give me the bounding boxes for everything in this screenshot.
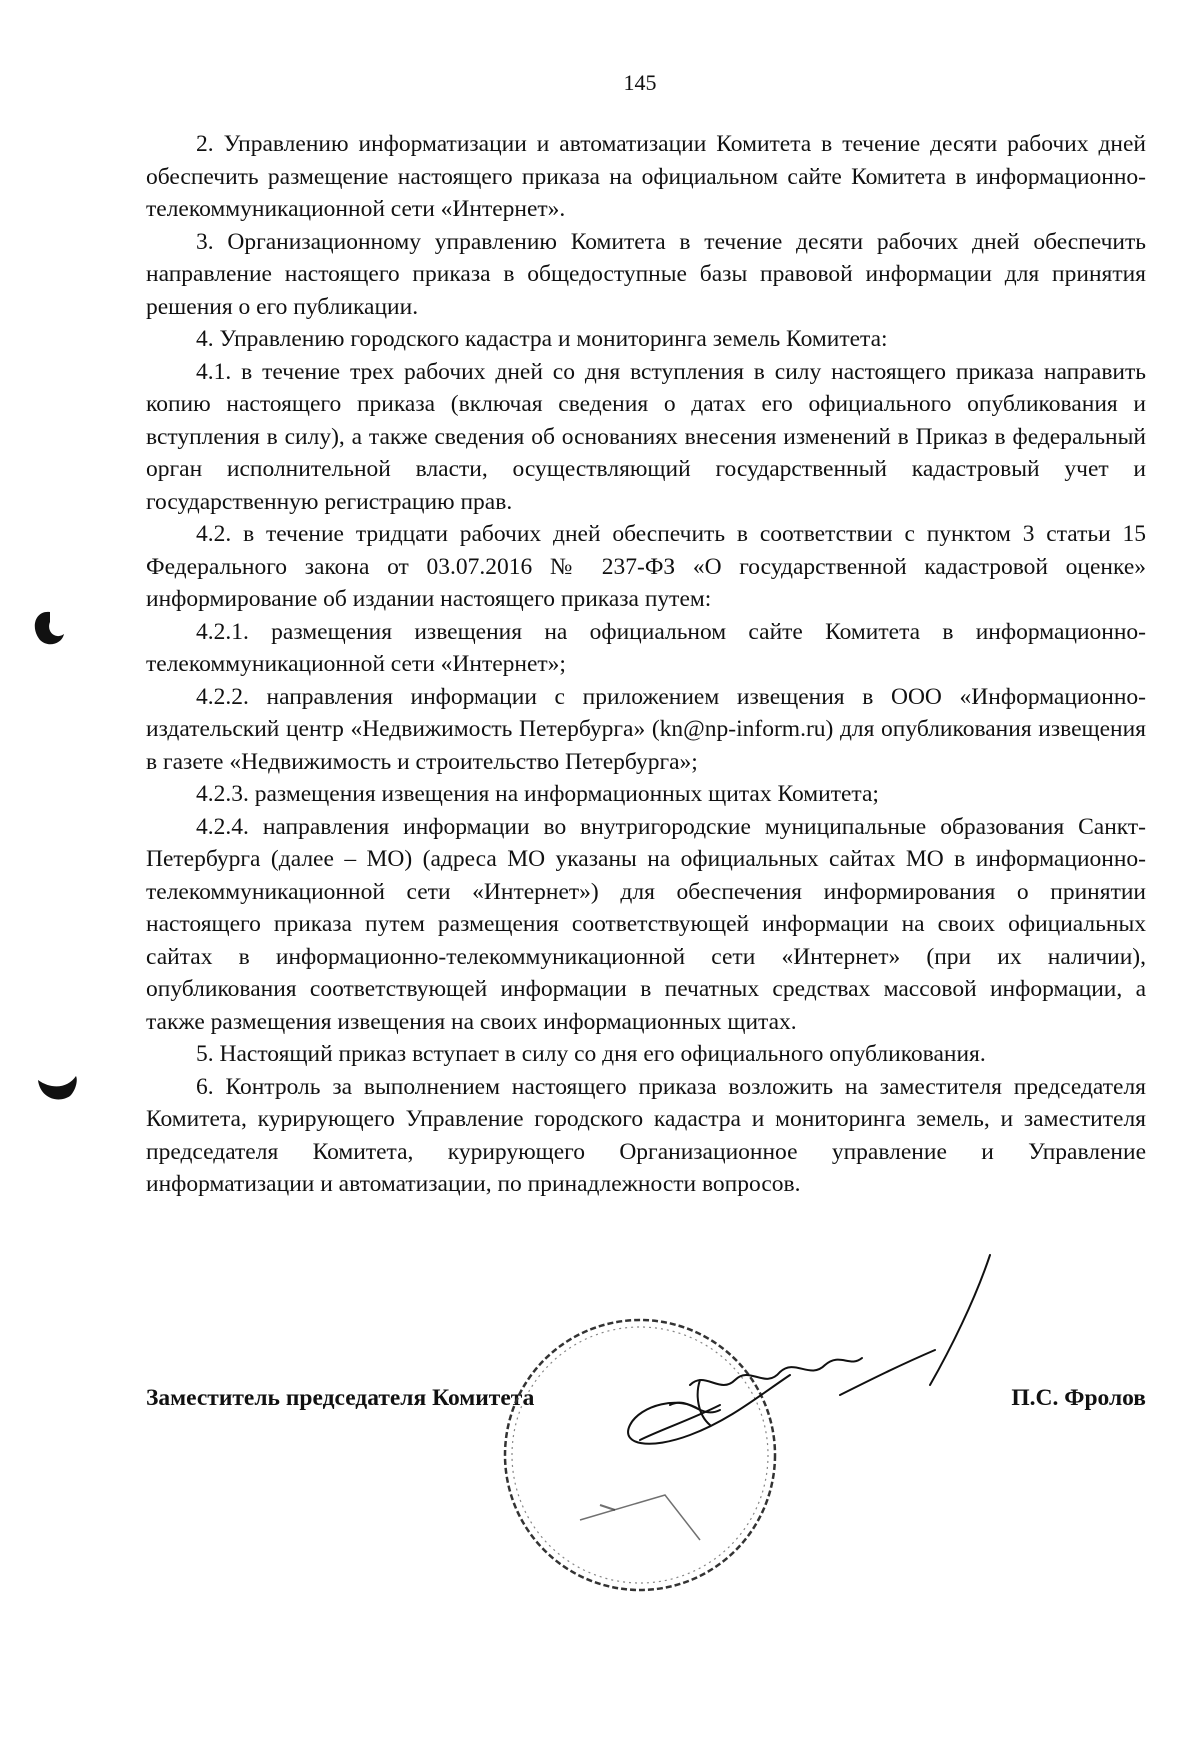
paragraph-3: 3. Организационному управлению Комитета в течение десяти рабочих дней обеспечить направление настоящего приказа в общедоступные базы правовой информации для принятия решения о его публикации. [146,228,1146,320]
seal-stamp [505,1320,775,1590]
paragraph-6: 6. Контроль за выполнением настоящего приказа возложить на заместителя председателя Комитета, курирующего Управление городского кадастра и мониторинга земель, и заместителя председателя Комитета, курирующего Организационное управление и Управление информатизации и автоматизации, по принадлежности вопросов. [146,1073,1146,1197]
page-number: 145 [623,70,657,95]
paragraph-5: 5. Настоящий приказ вступает в силу со дня его официального опубликования. [196,1041,986,1067]
paragraph-4-2-4: 4.2.4. направления информации во внутригородские муниципальные образования Санкт-Петербурга (далее – МО) (адреса МО указаны на официальных сайтах МО в информационно-телекоммуникационной сети «Интернет») для обеспечения информирования о принятии настоящего приказа путем размещения соответствующей информации на своих официальных сайтах в информационно-телекоммуникационной сети «Интернет» (при их наличии), опубликования соответствующей информации в печатных средствах массовой информации, а также размещения извещения на своих информационных щитах. [146,813,1146,1035]
binding-hole-marks [35,612,77,1100]
signer-position: Заместитель председателя Комитета [146,1385,535,1411]
paragraph-4-2: 4.2. в течение тридцати рабочих дней обеспечить в соответствии с пунктом 3 статьи 15 Федерального закона от 03.07.2016 № 237-ФЗ «О государственной кадастровой оценке» информирование об издании настоящего приказа путем: [146,521,1146,612]
paragraph-4-2-2: 4.2.2. направления информации с приложением извещения в ООО «Информационно-издательский центр «Недвижимость Петербурга» (kn@np-inform.ru) для опубликования извещения в газете «Недвижимость и строительство Петербурга»; [146,683,1146,775]
signature-block [146,1385,1146,1425]
document-body [146,128,1146,1201]
paragraph-4-2-1: 4.2.1. размещения извещения на официальном сайте Комитета в информационно-телекоммуникационной сети «Интернет»; [146,618,1146,677]
paragraph-4: 4. Управлению городского кадастра и мониторинга земель Комитета: [196,326,888,352]
paragraph-2: 2. Управлению информатизации и автоматизации Комитета в течение десяти рабочих дней обеспечить размещение настоящего приказа на официальном сайте Комитета в информационно-телекоммуникационной сети «Интернет». [146,131,1146,222]
paragraph-4-2-3: 4.2.3. размещения извещения на информационных щитах Комитета; [196,781,879,807]
signer-name: П.С. Фролов [1011,1385,1146,1411]
paragraph-4-1: 4.1. в течение трех рабочих дней со дня вступления в силу настоящего приказа направить копию настоящего приказа (включая сведения о датах его официального опубликования и вступления в силу), а также сведения об основаниях внесения изменений в Приказ в федеральный орган исполнительной власти, осуществляющий государственный кадастровый учет и государственную регистрацию прав. [146,358,1146,515]
